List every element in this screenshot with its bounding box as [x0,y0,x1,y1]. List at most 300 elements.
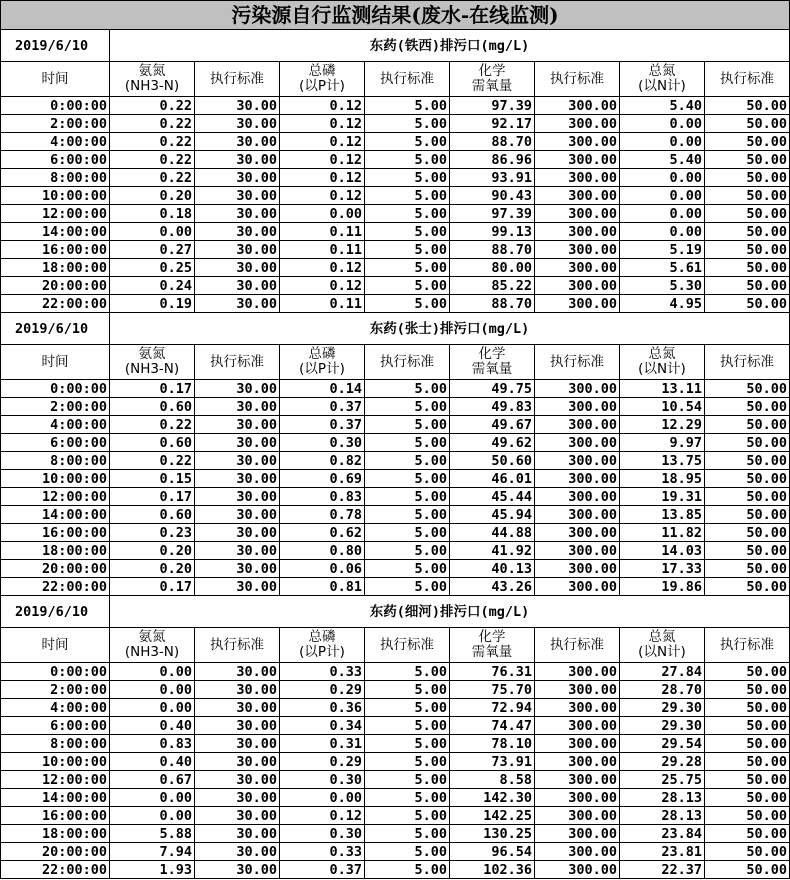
column-header-line1: 化学 [478,63,506,79]
table-row [1,506,790,524]
value-cell: 30.00 [195,416,280,434]
value-cell: 50.00 [705,133,790,151]
table-row [1,861,790,879]
value-cell: 50.00 [705,717,790,735]
value-cell: 50.00 [705,452,790,470]
value-cell: 29.30 [620,717,705,735]
table-row [1,434,790,452]
value-cell: 8.58 [450,771,535,789]
column-header-line1: 总磷 [308,63,336,79]
value-cell: 30.00 [195,699,280,717]
value-cell: 5.00 [365,452,450,470]
value-cell: 30.00 [195,542,280,560]
value-cell: 50.00 [705,187,790,205]
value-cell: 30.00 [195,717,280,735]
value-cell: 0.37 [280,398,365,416]
value-cell: 5.00 [365,753,450,771]
column-header-line2: (NH3-N) [124,78,180,94]
time-cell: 12:00:00 [1,771,110,789]
value-cell: 0.17 [110,380,195,398]
value-cell: 0.22 [110,452,195,470]
column-header-line1: 总氮 [648,629,676,645]
value-cell: 50.00 [705,205,790,223]
time-cell: 10:00:00 [1,753,110,771]
report-title: 污染源自行监测结果(废水-在线监测) [1,1,790,30]
value-cell: 30.00 [195,277,280,295]
value-cell: 13.11 [620,380,705,398]
value-cell: 0.00 [620,223,705,241]
table-row [1,789,790,807]
value-cell: 49.75 [450,380,535,398]
column-header [620,345,705,380]
value-cell: 300.00 [535,807,620,825]
value-cell: 5.00 [365,578,450,596]
time-cell: 16:00:00 [1,807,110,825]
value-cell: 30.00 [195,295,280,313]
table-row [1,542,790,560]
column-header-line1: 氨氮 [138,346,166,362]
table-row [1,488,790,506]
table-row [1,295,790,313]
column-header [365,628,450,663]
value-cell: 5.00 [365,416,450,434]
outlet-name: 东药(张士)排污口(mg/L) [110,313,790,345]
value-cell: 300.00 [535,524,620,542]
value-cell: 50.00 [705,825,790,843]
column-header-line2: 需氧量 [471,78,513,94]
column-header-line2: (以P计) [299,78,345,94]
time-cell: 4:00:00 [1,133,110,151]
value-cell: 30.00 [195,133,280,151]
value-cell: 0.37 [280,416,365,434]
value-cell: 0.00 [110,807,195,825]
value-cell: 45.44 [450,488,535,506]
column-header-line1: 化学 [478,629,506,645]
section-date: 2019/6/10 [1,596,110,628]
column-header-line2: (NH3-N) [124,644,180,660]
value-cell: 300.00 [535,151,620,169]
column-header-line1: 执行标准 [210,636,264,653]
value-cell: 0.00 [110,699,195,717]
value-cell: 11.82 [620,524,705,542]
value-cell: 142.30 [450,789,535,807]
column-header-line2: (以P计) [299,644,345,660]
value-cell: 0.00 [110,681,195,699]
value-cell: 30.00 [195,187,280,205]
value-cell: 30.00 [195,115,280,133]
value-cell: 300.00 [535,735,620,753]
value-cell: 30.00 [195,470,280,488]
table-row [1,452,790,470]
value-cell: 30.00 [195,434,280,452]
value-cell: 5.19 [620,241,705,259]
table-row [1,380,790,398]
time-cell: 8:00:00 [1,169,110,187]
value-cell: 23.81 [620,843,705,861]
value-cell: 30.00 [195,398,280,416]
value-cell: 300.00 [535,452,620,470]
column-header [535,345,620,380]
value-cell: 5.00 [365,807,450,825]
time-cell: 16:00:00 [1,524,110,542]
time-cell: 6:00:00 [1,717,110,735]
table-row [1,717,790,735]
column-header-row [1,62,790,97]
value-cell: 4.95 [620,295,705,313]
value-cell: 0.80 [280,542,365,560]
value-cell: 5.30 [620,277,705,295]
column-header-line1: 总磷 [308,629,336,645]
column-header [1,628,110,663]
column-header-line2: (以P计) [299,361,345,377]
value-cell: 0.00 [110,789,195,807]
value-cell: 30.00 [195,223,280,241]
value-cell: 0.12 [280,277,365,295]
value-cell: 50.00 [705,434,790,452]
column-header [280,628,365,663]
time-cell: 6:00:00 [1,151,110,169]
value-cell: 0.60 [110,434,195,452]
value-cell: 0.82 [280,452,365,470]
table-row [1,825,790,843]
column-header [535,628,620,663]
value-cell: 30.00 [195,771,280,789]
value-cell: 50.00 [705,681,790,699]
value-cell: 300.00 [535,861,620,879]
value-cell: 5.00 [365,506,450,524]
value-cell: 0.60 [110,398,195,416]
column-header-line1: 执行标准 [380,353,434,370]
value-cell: 78.10 [450,735,535,753]
value-cell: 29.54 [620,735,705,753]
value-cell: 73.91 [450,753,535,771]
value-cell: 102.36 [450,861,535,879]
value-cell: 50.00 [705,223,790,241]
column-header-line1: 执行标准 [550,353,604,370]
value-cell: 30.00 [195,97,280,115]
value-cell: 300.00 [535,771,620,789]
value-cell: 300.00 [535,115,620,133]
time-cell: 8:00:00 [1,735,110,753]
value-cell: 5.00 [365,151,450,169]
value-cell: 0.31 [280,735,365,753]
value-cell: 85.22 [450,277,535,295]
value-cell: 50.00 [705,97,790,115]
value-cell: 0.00 [620,115,705,133]
value-cell: 50.00 [705,115,790,133]
value-cell: 0.81 [280,578,365,596]
value-cell: 0.15 [110,470,195,488]
column-header-line2: (以N计) [638,644,686,660]
value-cell: 5.61 [620,259,705,277]
time-cell: 0:00:00 [1,380,110,398]
column-header-line1: 时间 [41,70,69,87]
value-cell: 300.00 [535,825,620,843]
time-cell: 0:00:00 [1,97,110,115]
value-cell: 41.92 [450,542,535,560]
column-header-line1: 氨氮 [138,629,166,645]
table-row [1,524,790,542]
column-header-line1: 执行标准 [720,70,774,87]
value-cell: 40.13 [450,560,535,578]
column-header-line1: 执行标准 [720,353,774,370]
value-cell: 50.00 [705,542,790,560]
table-row [1,151,790,169]
value-cell: 50.00 [705,380,790,398]
value-cell: 0.20 [110,187,195,205]
time-cell: 20:00:00 [1,843,110,861]
value-cell: 50.00 [705,169,790,187]
column-header [195,62,280,97]
table-row [1,843,790,861]
value-cell: 0.25 [110,259,195,277]
column-header-line1: 总磷 [308,346,336,362]
table-row [1,259,790,277]
table-row [1,771,790,789]
time-cell: 14:00:00 [1,223,110,241]
value-cell: 5.00 [365,735,450,753]
table-row [1,97,790,115]
value-cell: 74.47 [450,717,535,735]
section-row [1,30,790,62]
value-cell: 30.00 [195,663,280,681]
value-cell: 30.00 [195,488,280,506]
value-cell: 300.00 [535,542,620,560]
column-header-line2: (以N计) [638,361,686,377]
value-cell: 0.12 [280,259,365,277]
column-header [365,62,450,97]
time-cell: 14:00:00 [1,506,110,524]
table-row [1,753,790,771]
table-row [1,169,790,187]
time-cell: 12:00:00 [1,205,110,223]
column-header-line1: 执行标准 [210,70,264,87]
value-cell: 5.00 [365,717,450,735]
value-cell: 0.30 [280,825,365,843]
time-cell: 18:00:00 [1,259,110,277]
value-cell: 0.33 [280,843,365,861]
value-cell: 29.28 [620,753,705,771]
value-cell: 50.00 [705,241,790,259]
value-cell: 30.00 [195,843,280,861]
value-cell: 0.06 [280,560,365,578]
value-cell: 300.00 [535,187,620,205]
value-cell: 0.14 [280,380,365,398]
column-header-line2: 需氧量 [471,361,513,377]
value-cell: 5.00 [365,434,450,452]
table-row [1,699,790,717]
value-cell: 1.93 [110,861,195,879]
column-header-line1: 化学 [478,346,506,362]
table-row [1,187,790,205]
value-cell: 90.43 [450,187,535,205]
outlet-name: 东药(铁西)排污口(mg/L) [110,30,790,62]
value-cell: 0.12 [280,187,365,205]
value-cell: 0.40 [110,753,195,771]
value-cell: 14.03 [620,542,705,560]
value-cell: 30.00 [195,452,280,470]
value-cell: 30.00 [195,241,280,259]
value-cell: 30.00 [195,807,280,825]
value-cell: 50.00 [705,398,790,416]
value-cell: 0.12 [280,151,365,169]
section-date: 2019/6/10 [1,313,110,345]
value-cell: 0.24 [110,277,195,295]
value-cell: 300.00 [535,578,620,596]
value-cell: 0.18 [110,205,195,223]
value-cell: 23.84 [620,825,705,843]
value-cell: 300.00 [535,789,620,807]
value-cell: 0.27 [110,241,195,259]
value-cell: 50.00 [705,506,790,524]
value-cell: 0.78 [280,506,365,524]
time-cell: 12:00:00 [1,488,110,506]
value-cell: 5.00 [365,115,450,133]
time-cell: 4:00:00 [1,699,110,717]
value-cell: 0.00 [280,205,365,223]
time-cell: 6:00:00 [1,434,110,452]
value-cell: 18.95 [620,470,705,488]
value-cell: 300.00 [535,259,620,277]
value-cell: 0.83 [110,735,195,753]
time-cell: 20:00:00 [1,277,110,295]
value-cell: 142.25 [450,807,535,825]
value-cell: 97.39 [450,205,535,223]
value-cell: 0.60 [110,506,195,524]
value-cell: 99.13 [450,223,535,241]
value-cell: 13.75 [620,452,705,470]
value-cell: 300.00 [535,205,620,223]
value-cell: 30.00 [195,861,280,879]
value-cell: 0.22 [110,416,195,434]
value-cell: 300.00 [535,681,620,699]
value-cell: 300.00 [535,277,620,295]
value-cell: 0.36 [280,699,365,717]
column-header [110,345,195,380]
value-cell: 5.00 [365,169,450,187]
column-header-line1: 执行标准 [720,636,774,653]
value-cell: 5.00 [365,277,450,295]
value-cell: 75.70 [450,681,535,699]
value-cell: 30.00 [195,753,280,771]
value-cell: 45.94 [450,506,535,524]
value-cell: 0.22 [110,133,195,151]
value-cell: 27.84 [620,663,705,681]
time-cell: 2:00:00 [1,115,110,133]
value-cell: 50.00 [705,524,790,542]
value-cell: 0.22 [110,169,195,187]
value-cell: 50.00 [705,416,790,434]
value-cell: 5.00 [365,241,450,259]
value-cell: 50.00 [705,560,790,578]
column-header-line1: 执行标准 [550,636,604,653]
value-cell: 0.00 [620,205,705,223]
table-row [1,681,790,699]
value-cell: 0.69 [280,470,365,488]
table-row [1,223,790,241]
value-cell: 5.00 [365,259,450,277]
value-cell: 50.00 [705,259,790,277]
value-cell: 300.00 [535,470,620,488]
column-header [195,345,280,380]
table-row [1,205,790,223]
time-cell: 4:00:00 [1,416,110,434]
value-cell: 300.00 [535,241,620,259]
column-header-line1: 时间 [41,353,69,370]
value-cell: 19.31 [620,488,705,506]
value-cell: 30.00 [195,578,280,596]
value-cell: 300.00 [535,843,620,861]
value-cell: 12.29 [620,416,705,434]
value-cell: 5.00 [365,699,450,717]
value-cell: 25.75 [620,771,705,789]
value-cell: 9.97 [620,434,705,452]
value-cell: 0.00 [620,187,705,205]
value-cell: 300.00 [535,753,620,771]
time-cell: 22:00:00 [1,295,110,313]
value-cell: 30.00 [195,259,280,277]
value-cell: 300.00 [535,717,620,735]
value-cell: 0.34 [280,717,365,735]
time-cell: 16:00:00 [1,241,110,259]
time-cell: 22:00:00 [1,861,110,879]
value-cell: 30.00 [195,506,280,524]
value-cell: 50.00 [705,699,790,717]
value-cell: 300.00 [535,380,620,398]
value-cell: 300.00 [535,169,620,187]
value-cell: 300.00 [535,506,620,524]
value-cell: 50.00 [705,753,790,771]
value-cell: 0.37 [280,861,365,879]
table-row [1,416,790,434]
column-header-line1: 执行标准 [380,70,434,87]
value-cell: 300.00 [535,416,620,434]
value-cell: 50.60 [450,452,535,470]
value-cell: 0.22 [110,151,195,169]
column-header-line1: 总氮 [648,346,676,362]
value-cell: 17.33 [620,560,705,578]
value-cell: 30.00 [195,151,280,169]
value-cell: 49.62 [450,434,535,452]
value-cell: 0.19 [110,295,195,313]
value-cell: 0.22 [110,115,195,133]
value-cell: 300.00 [535,398,620,416]
column-header [1,62,110,97]
value-cell: 5.00 [365,380,450,398]
value-cell: 30.00 [195,560,280,578]
value-cell: 30.00 [195,825,280,843]
value-cell: 5.40 [620,151,705,169]
table-row [1,470,790,488]
value-cell: 5.00 [365,223,450,241]
value-cell: 5.00 [365,843,450,861]
time-cell: 8:00:00 [1,452,110,470]
value-cell: 0.17 [110,488,195,506]
value-cell: 300.00 [535,488,620,506]
value-cell: 5.00 [365,187,450,205]
value-cell: 0.67 [110,771,195,789]
value-cell: 30.00 [195,380,280,398]
column-header-line1: 执行标准 [380,636,434,653]
column-header [365,345,450,380]
value-cell: 28.13 [620,807,705,825]
value-cell: 0.29 [280,753,365,771]
column-header [110,628,195,663]
value-cell: 5.00 [365,524,450,542]
value-cell: 49.67 [450,416,535,434]
value-cell: 5.00 [365,398,450,416]
value-cell: 0.20 [110,560,195,578]
